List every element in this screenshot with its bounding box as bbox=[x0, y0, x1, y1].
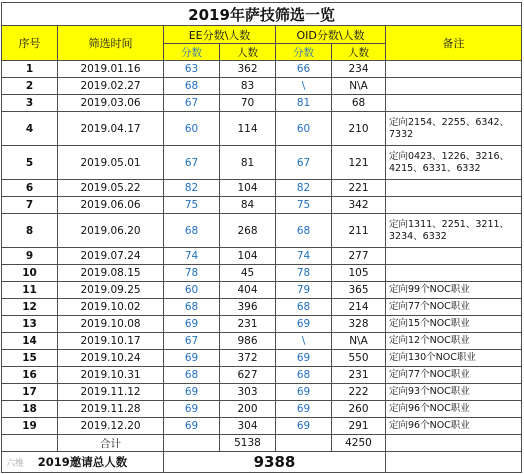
row-oid-count: 365 bbox=[332, 282, 386, 299]
row-date: 2019.11.12 bbox=[58, 384, 164, 401]
row-oid-count: 105 bbox=[332, 265, 386, 282]
row-date: 2019.04.17 bbox=[58, 112, 164, 146]
row-date: 2019.01.16 bbox=[58, 61, 164, 78]
row-ee-count: 986 bbox=[220, 333, 276, 350]
subtotal-blank-1 bbox=[2, 435, 58, 452]
row-oid-score: 66 bbox=[276, 61, 332, 78]
row-ee-count: 303 bbox=[220, 384, 276, 401]
row-oid-count: 260 bbox=[332, 401, 386, 418]
watermark: 六维 bbox=[6, 459, 25, 469]
row-number: 17 bbox=[2, 384, 58, 401]
row-oid-count: 234 bbox=[332, 61, 386, 78]
row-oid-count: 68 bbox=[332, 95, 386, 112]
row-ee-count: 70 bbox=[220, 95, 276, 112]
table-title: 2019年萨技筛选一览 bbox=[2, 3, 522, 26]
row-oid-score: 69 bbox=[276, 418, 332, 435]
title-row bbox=[2, 3, 522, 26]
row-date: 2019.11.28 bbox=[58, 401, 164, 418]
row-oid-score: 79 bbox=[276, 282, 332, 299]
row-oid-score: 68 bbox=[276, 299, 332, 316]
row-oid-score: 75 bbox=[276, 197, 332, 214]
table-row bbox=[2, 214, 522, 248]
row-number: 4 bbox=[2, 112, 58, 146]
row-number: 6 bbox=[2, 180, 58, 197]
row-date: 2019.10.08 bbox=[58, 316, 164, 333]
row-ee-score: 78 bbox=[164, 265, 220, 282]
row-ee-score: 69 bbox=[164, 418, 220, 435]
row-oid-score: 60 bbox=[276, 112, 332, 146]
row-ee-count: 268 bbox=[220, 214, 276, 248]
row-ee-count: 231 bbox=[220, 316, 276, 333]
row-note: 定向130个NOC职业 bbox=[386, 350, 522, 367]
grand-total-label: 2019邀请总人数 bbox=[2, 452, 164, 473]
row-date: 2019.05.22 bbox=[58, 180, 164, 197]
row-note bbox=[386, 95, 522, 112]
row-number: 3 bbox=[2, 95, 58, 112]
row-number: 5 bbox=[2, 146, 58, 180]
table-row bbox=[2, 112, 522, 146]
row-ee-score: 82 bbox=[164, 180, 220, 197]
row-ee-count: 114 bbox=[220, 112, 276, 146]
row-oid-count: N\A bbox=[332, 78, 386, 95]
row-ee-score: 68 bbox=[164, 214, 220, 248]
row-date: 2019.06.06 bbox=[58, 197, 164, 214]
row-ee-score: 68 bbox=[164, 299, 220, 316]
row-oid-score: 69 bbox=[276, 350, 332, 367]
row-date: 2019.12.20 bbox=[58, 418, 164, 435]
row-ee-count: 627 bbox=[220, 367, 276, 384]
row-note: 定向96个NOC职业 bbox=[386, 401, 522, 418]
row-oid-count: 550 bbox=[332, 350, 386, 367]
row-oid-count: 214 bbox=[332, 299, 386, 316]
row-note: 定向12个NOC职业 bbox=[386, 333, 522, 350]
table-row bbox=[2, 95, 522, 112]
grand-total-blank bbox=[386, 452, 522, 473]
row-number: 10 bbox=[2, 265, 58, 282]
table-row bbox=[2, 350, 522, 367]
header-ee-count: 人数 bbox=[220, 44, 276, 61]
row-date: 2019.09.25 bbox=[58, 282, 164, 299]
grand-total-row bbox=[2, 452, 522, 473]
row-number: 8 bbox=[2, 214, 58, 248]
table-row bbox=[2, 333, 522, 350]
row-date: 2019.08.15 bbox=[58, 265, 164, 282]
row-oid-count: 342 bbox=[332, 197, 386, 214]
table-row bbox=[2, 197, 522, 214]
row-number: 14 bbox=[2, 333, 58, 350]
row-note: 定向0423、1226、3216、4215、6331、6332 bbox=[386, 146, 522, 180]
header-ee-group: EE分数\人数 bbox=[164, 26, 276, 44]
row-ee-score: 75 bbox=[164, 197, 220, 214]
row-note bbox=[386, 78, 522, 95]
table-row bbox=[2, 265, 522, 282]
row-oid-count: 328 bbox=[332, 316, 386, 333]
table-row bbox=[2, 78, 522, 95]
table-row bbox=[2, 384, 522, 401]
header-no: 序号 bbox=[2, 26, 58, 61]
row-date: 2019.07.24 bbox=[58, 248, 164, 265]
table-row bbox=[2, 282, 522, 299]
row-ee-score: 60 bbox=[164, 282, 220, 299]
row-number: 15 bbox=[2, 350, 58, 367]
row-ee-count: 84 bbox=[220, 197, 276, 214]
row-ee-count: 81 bbox=[220, 146, 276, 180]
row-ee-score: 67 bbox=[164, 95, 220, 112]
row-oid-score: \ bbox=[276, 333, 332, 350]
row-oid-score: 82 bbox=[276, 180, 332, 197]
row-date: 2019.06.20 bbox=[58, 214, 164, 248]
header-row bbox=[2, 26, 522, 44]
header-note: 备注 bbox=[386, 26, 522, 61]
row-note: 定向77个NOC职业 bbox=[386, 367, 522, 384]
row-note: 定向93个NOC职业 bbox=[386, 384, 522, 401]
row-date: 2019.10.31 bbox=[58, 367, 164, 384]
row-date: 2019.10.24 bbox=[58, 350, 164, 367]
row-oid-score: 69 bbox=[276, 384, 332, 401]
row-oid-count: 231 bbox=[332, 367, 386, 384]
row-oid-score: 81 bbox=[276, 95, 332, 112]
row-oid-count: 221 bbox=[332, 180, 386, 197]
row-oid-score: \ bbox=[276, 78, 332, 95]
row-oid-count: 277 bbox=[332, 248, 386, 265]
header-date: 筛选时间 bbox=[58, 26, 164, 61]
row-ee-score: 69 bbox=[164, 401, 220, 418]
row-oid-count: 291 bbox=[332, 418, 386, 435]
row-ee-score: 69 bbox=[164, 350, 220, 367]
header-oid-group: OID分数\人数 bbox=[276, 26, 386, 44]
row-ee-score: 63 bbox=[164, 61, 220, 78]
row-note: 定向15个NOC职业 bbox=[386, 316, 522, 333]
row-ee-score: 74 bbox=[164, 248, 220, 265]
row-oid-score: 68 bbox=[276, 214, 332, 248]
row-number: 16 bbox=[2, 367, 58, 384]
row-date: 2019.10.02 bbox=[58, 299, 164, 316]
row-number: 7 bbox=[2, 197, 58, 214]
row-ee-count: 45 bbox=[220, 265, 276, 282]
row-ee-count: 304 bbox=[220, 418, 276, 435]
row-oid-score: 69 bbox=[276, 316, 332, 333]
subtotal-blank-2 bbox=[164, 435, 220, 452]
row-note: 定向77个NOC职业 bbox=[386, 299, 522, 316]
table-row bbox=[2, 401, 522, 418]
row-oid-score: 74 bbox=[276, 248, 332, 265]
row-oid-count: 211 bbox=[332, 214, 386, 248]
row-ee-count: 396 bbox=[220, 299, 276, 316]
row-ee-score: 69 bbox=[164, 316, 220, 333]
row-oid-count: 222 bbox=[332, 384, 386, 401]
subtotal-ee-count: 5138 bbox=[220, 435, 276, 452]
table-row bbox=[2, 367, 522, 384]
row-ee-score: 69 bbox=[164, 384, 220, 401]
table-row bbox=[2, 299, 522, 316]
row-ee-count: 200 bbox=[220, 401, 276, 418]
subtotal-blank-3 bbox=[276, 435, 332, 452]
subtotal-row bbox=[2, 435, 522, 452]
row-oid-score: 69 bbox=[276, 401, 332, 418]
row-ee-count: 372 bbox=[220, 350, 276, 367]
row-oid-count: 210 bbox=[332, 112, 386, 146]
table-row bbox=[2, 418, 522, 435]
row-ee-count: 83 bbox=[220, 78, 276, 95]
row-date: 2019.10.17 bbox=[58, 333, 164, 350]
row-ee-score: 60 bbox=[164, 112, 220, 146]
subtotal-blank-4 bbox=[386, 435, 522, 452]
grand-total-value: 9388 bbox=[164, 452, 386, 473]
row-date: 2019.02.27 bbox=[58, 78, 164, 95]
row-ee-score: 68 bbox=[164, 367, 220, 384]
table-row bbox=[2, 316, 522, 333]
row-note: 定向99个NOC职业 bbox=[386, 282, 522, 299]
subtotal-label: 合计 bbox=[58, 435, 164, 452]
row-date: 2019.03.06 bbox=[58, 95, 164, 112]
row-date: 2019.05.01 bbox=[58, 146, 164, 180]
row-oid-score: 68 bbox=[276, 367, 332, 384]
header-oid-score: 分数 bbox=[276, 44, 332, 61]
row-note bbox=[386, 61, 522, 78]
row-number: 9 bbox=[2, 248, 58, 265]
row-ee-count: 104 bbox=[220, 248, 276, 265]
row-number: 13 bbox=[2, 316, 58, 333]
selection-table bbox=[1, 2, 522, 473]
header-ee-score: 分数 bbox=[164, 44, 220, 61]
row-note: 定向2154、2255、6342、7332 bbox=[386, 112, 522, 146]
row-oid-score: 78 bbox=[276, 265, 332, 282]
row-ee-count: 104 bbox=[220, 180, 276, 197]
row-oid-score: 67 bbox=[276, 146, 332, 180]
subtotal-oid-count: 4250 bbox=[332, 435, 386, 452]
row-number: 19 bbox=[2, 418, 58, 435]
row-note bbox=[386, 248, 522, 265]
row-number: 12 bbox=[2, 299, 58, 316]
row-note bbox=[386, 197, 522, 214]
row-note: 定向1311、2251、3211、3234、6332 bbox=[386, 214, 522, 248]
row-oid-count: N\A bbox=[332, 333, 386, 350]
table-row bbox=[2, 146, 522, 180]
row-ee-count: 362 bbox=[220, 61, 276, 78]
row-number: 1 bbox=[2, 61, 58, 78]
row-note bbox=[386, 180, 522, 197]
row-number: 18 bbox=[2, 401, 58, 418]
row-number: 11 bbox=[2, 282, 58, 299]
row-ee-score: 67 bbox=[164, 333, 220, 350]
header-oid-count: 人数 bbox=[332, 44, 386, 61]
table-row bbox=[2, 248, 522, 265]
row-ee-count: 404 bbox=[220, 282, 276, 299]
table-row bbox=[2, 180, 522, 197]
row-number: 2 bbox=[2, 78, 58, 95]
row-note bbox=[386, 265, 522, 282]
row-ee-score: 67 bbox=[164, 146, 220, 180]
row-ee-score: 68 bbox=[164, 78, 220, 95]
row-oid-count: 121 bbox=[332, 146, 386, 180]
row-note: 定向96个NOC职业 bbox=[386, 418, 522, 435]
table-row bbox=[2, 61, 522, 78]
